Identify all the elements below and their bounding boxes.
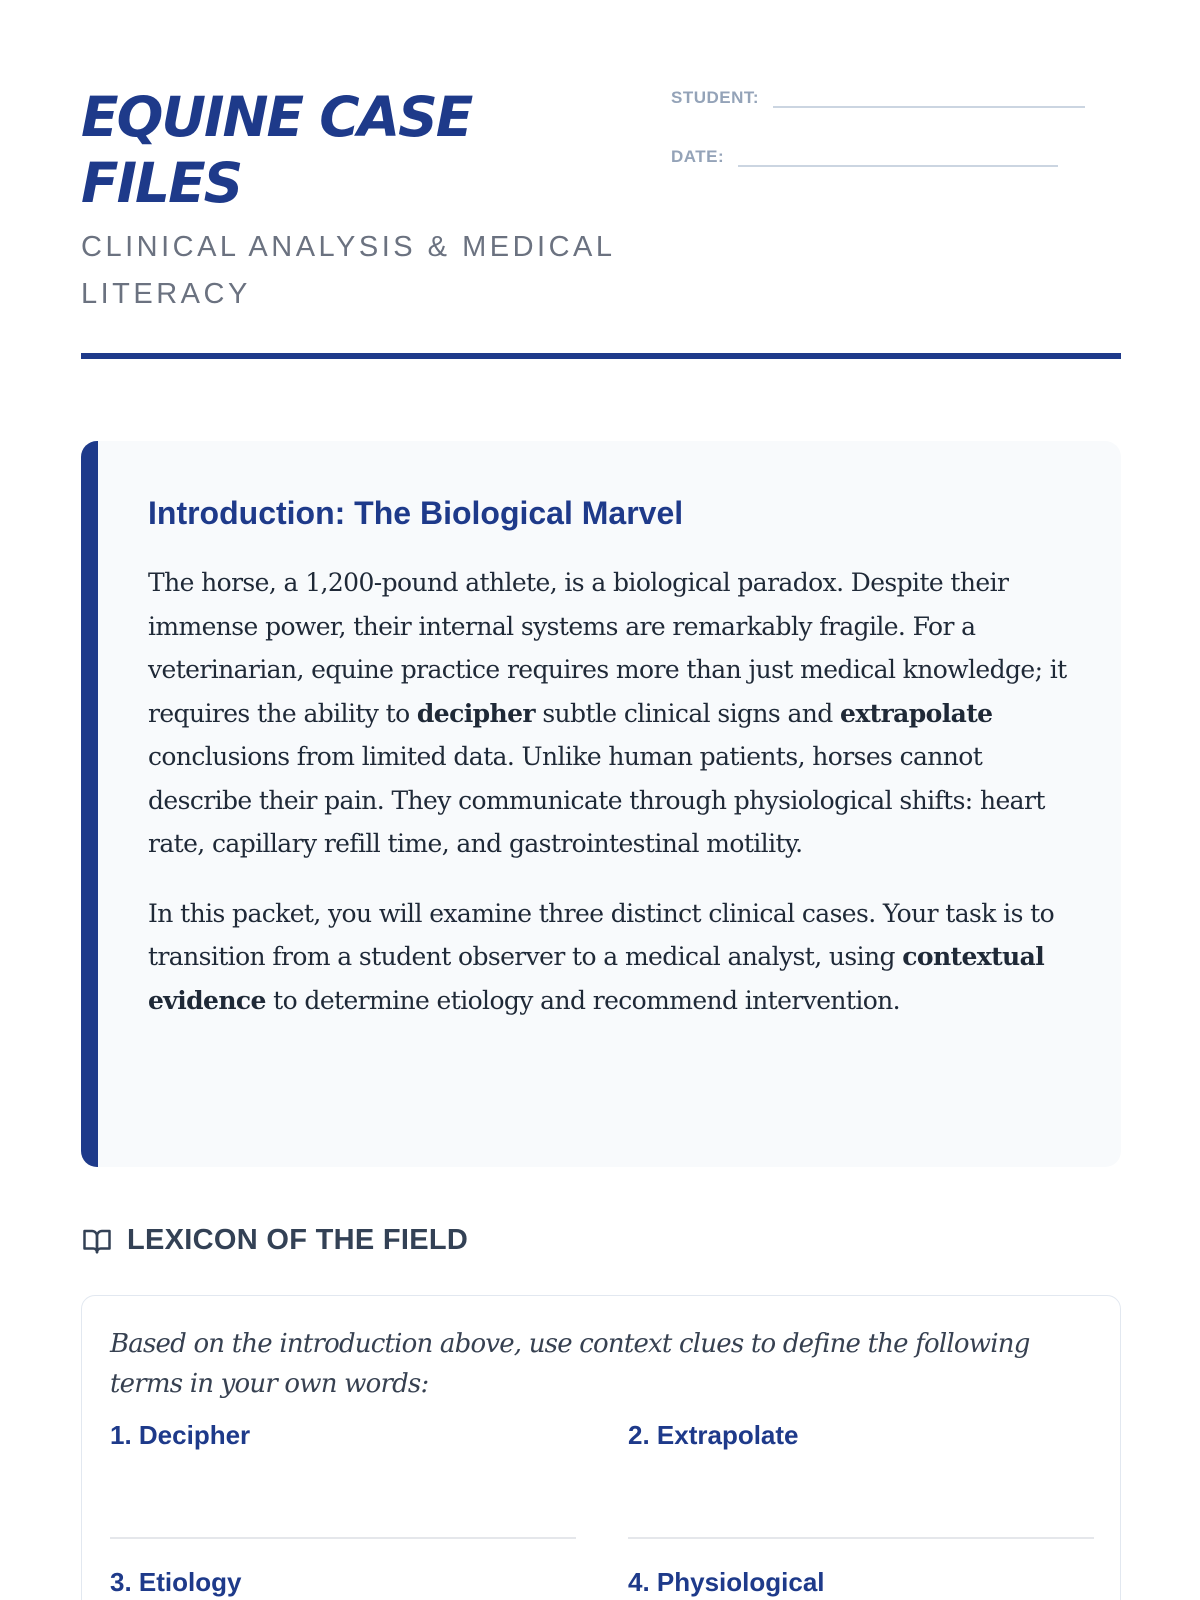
intro-panel bbox=[81, 441, 1121, 1167]
intro-text: The horse, a 1,200-pound athlete, is a biological paradox. Despite their immense power, their internal systems are remarkably fragile. For a veterinarian, equine practice requires more than just medical knowledge; it requires the ability to bbox=[148, 568, 1067, 728]
student-input-line[interactable] bbox=[773, 90, 1085, 108]
keyword-decipher: decipher bbox=[416, 698, 535, 728]
intro-text: In this packet, you will examine three distinct clinical cases. Your task is to transition from a student observer to a medical analyst, using bbox=[148, 898, 1055, 971]
date-field bbox=[671, 147, 1058, 167]
term-label: 3. Etiology bbox=[110, 1567, 242, 1597]
answer-line[interactable] bbox=[110, 1537, 576, 1539]
page-title: EQUINE CASE FILES bbox=[81, 85, 472, 215]
date-input-line[interactable] bbox=[738, 149, 1058, 167]
lexicon-instructions: Based on the introduction above, use context clues to define the following terms in your own words: bbox=[110, 1329, 1030, 1399]
term-label: 1. Decipher bbox=[110, 1420, 251, 1450]
lexicon-title: LEXICON OF THE FIELD bbox=[127, 1224, 469, 1256]
lexicon-panel bbox=[81, 1295, 1121, 1600]
term-label: 2. Extrapolate bbox=[628, 1420, 799, 1450]
intro-paragraph-2 bbox=[148, 892, 1071, 1023]
keyword-extrapolate: extrapolate bbox=[840, 698, 993, 728]
intro-paragraph-1 bbox=[148, 561, 1071, 866]
intro-heading: Introduction: The Biological Marvel bbox=[148, 495, 684, 531]
header-divider bbox=[81, 353, 1121, 359]
term-item bbox=[628, 1419, 1094, 1451]
keyword-contextual-evidence: contextual evidence bbox=[148, 942, 1045, 1015]
intro-text: subtle clinical signs and bbox=[534, 698, 841, 728]
answer-line[interactable] bbox=[628, 1537, 1094, 1539]
intro-text: to determine etiology and recommend intervention. bbox=[265, 985, 901, 1015]
student-field bbox=[671, 88, 1085, 108]
page-subtitle: CLINICAL ANALYSIS & MEDICAL LITERACY bbox=[81, 231, 615, 310]
date-label: DATE: bbox=[671, 147, 725, 166]
term-item bbox=[110, 1419, 576, 1451]
intro-text: conclusions from limited data. Unlike human patients, horses cannot describe their pain. They communicate through physiological shifts: heart rate, capillary refill time, and gastrointestinal motility. bbox=[148, 742, 1045, 858]
term-label: 4. Physiological bbox=[628, 1567, 825, 1597]
term-item bbox=[110, 1566, 576, 1598]
term-item bbox=[628, 1566, 1094, 1598]
lexicon-heading bbox=[81, 1224, 468, 1257]
book-open-icon bbox=[81, 1226, 113, 1256]
student-label: STUDENT: bbox=[671, 88, 760, 107]
